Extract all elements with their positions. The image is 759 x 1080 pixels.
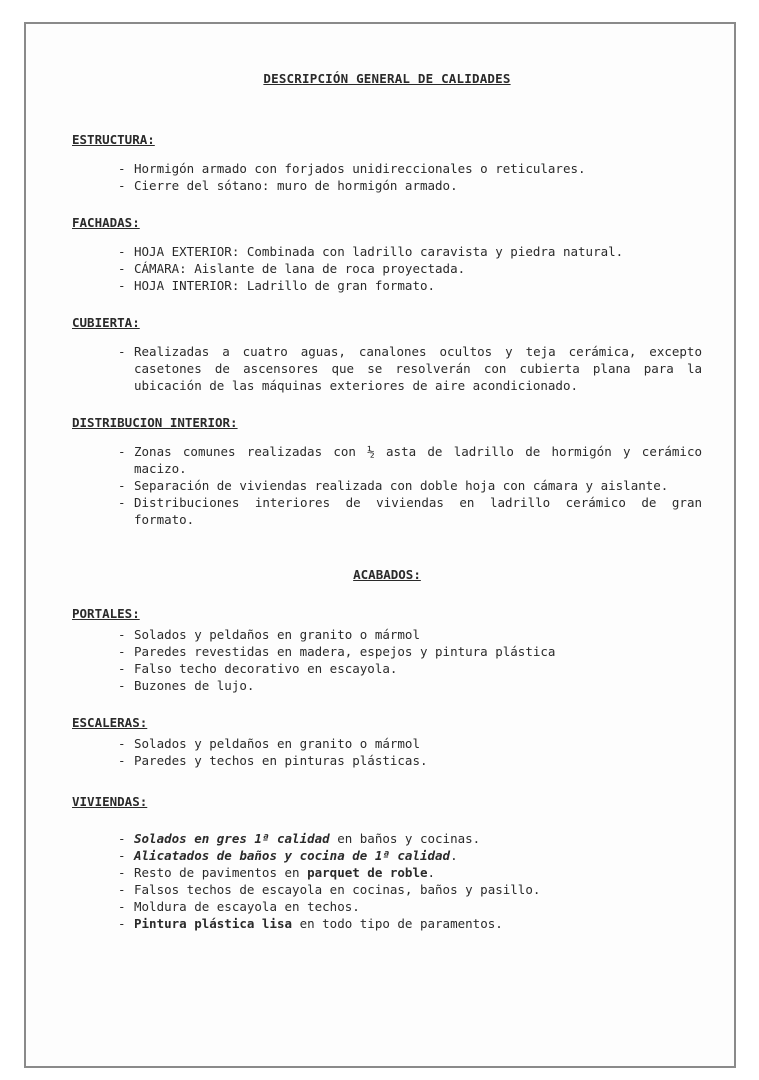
list-item: - Solados y peldaños en granito o mármol <box>72 626 702 643</box>
acabados-heading: ACABADOS: <box>353 567 421 582</box>
section-viviendas <box>72 793 702 932</box>
list-item: - Realizadas a cuatro aguas, canalones ocultos y teja cerámica, excepto casetones de ascensores que se resolverán con cubierta plana para la ubicación de las máquinas exteriores de aire acondicionado. <box>72 343 702 394</box>
section-heading: DISTRIBUCION INTERIOR: <box>72 415 238 430</box>
list-item: - Solados y peldaños en granito o mármol <box>72 735 702 752</box>
section-heading: FACHADAS: <box>72 215 140 230</box>
list-item: - Zonas comunes realizadas con ½ asta de ladrillo de hormigón y cerámico macizo. <box>72 443 702 477</box>
list-item <box>72 864 702 881</box>
list-item: - Distribuciones interiores de viviendas en ladrillo cerámico de gran formato. <box>72 494 702 528</box>
list-item: - Falso techo decorativo en escayola. <box>72 660 702 677</box>
list-item: - Falsos techos de escayola en cocinas, baños y pasillo. <box>72 881 702 898</box>
document-body <box>72 70 702 952</box>
bold-text: parquet de roble <box>307 865 428 880</box>
section-portales <box>72 605 702 694</box>
list-item: - CÁMARA: Aislante de lana de roca proyectada. <box>72 260 702 277</box>
text: . <box>427 865 436 880</box>
list-item: - Paredes revestidas en madera, espejos y pintura plástica <box>72 643 702 660</box>
section-distribucion <box>72 414 702 528</box>
bold-text: Pintura plástica lisa <box>134 916 293 931</box>
document-title: DESCRIPCIÓN GENERAL DE CALIDADES <box>263 71 511 86</box>
bold-text: Alicatados de baños y cocina de 1ª calidad <box>134 848 451 863</box>
list-item: - Hormigón armado con forjados unidireccionales o reticulares. <box>72 160 702 177</box>
section-escaleras <box>72 714 702 769</box>
section-fachadas <box>72 214 702 294</box>
list-item <box>72 915 702 932</box>
text: en todo tipo de paramentos. <box>292 916 503 931</box>
list-item: - Buzones de lujo. <box>72 677 702 694</box>
text: en baños y cocinas. <box>329 831 481 846</box>
section-heading: VIVIENDAS: <box>72 794 148 809</box>
section-heading: ESCALERAS: <box>72 715 148 730</box>
text: . <box>450 848 458 863</box>
list-item: - Moldura de escayola en techos. <box>72 898 702 915</box>
text: Resto de pavimentos en <box>134 865 308 880</box>
list-item: - Paredes y techos en pinturas plásticas. <box>72 752 702 769</box>
bold-text: Solados en gres 1ª calidad <box>134 831 330 846</box>
section-estructura <box>72 131 702 194</box>
list-item: - Cierre del sótano: muro de hormigón armado. <box>72 177 702 194</box>
section-heading: ESTRUCTURA: <box>72 132 155 147</box>
section-cubierta <box>72 314 702 394</box>
list-item: - Separación de viviendas realizada con doble hoja con cámara y aislante. <box>72 477 702 494</box>
section-heading: CUBIERTA: <box>72 315 140 330</box>
list-item <box>72 847 702 864</box>
list-item <box>72 830 702 847</box>
section-heading: PORTALES: <box>72 606 140 621</box>
list-item: - HOJA INTERIOR: Ladrillo de gran formato. <box>72 277 702 294</box>
list-item: - HOJA EXTERIOR: Combinada con ladrillo caravista y piedra natural. <box>72 243 702 260</box>
